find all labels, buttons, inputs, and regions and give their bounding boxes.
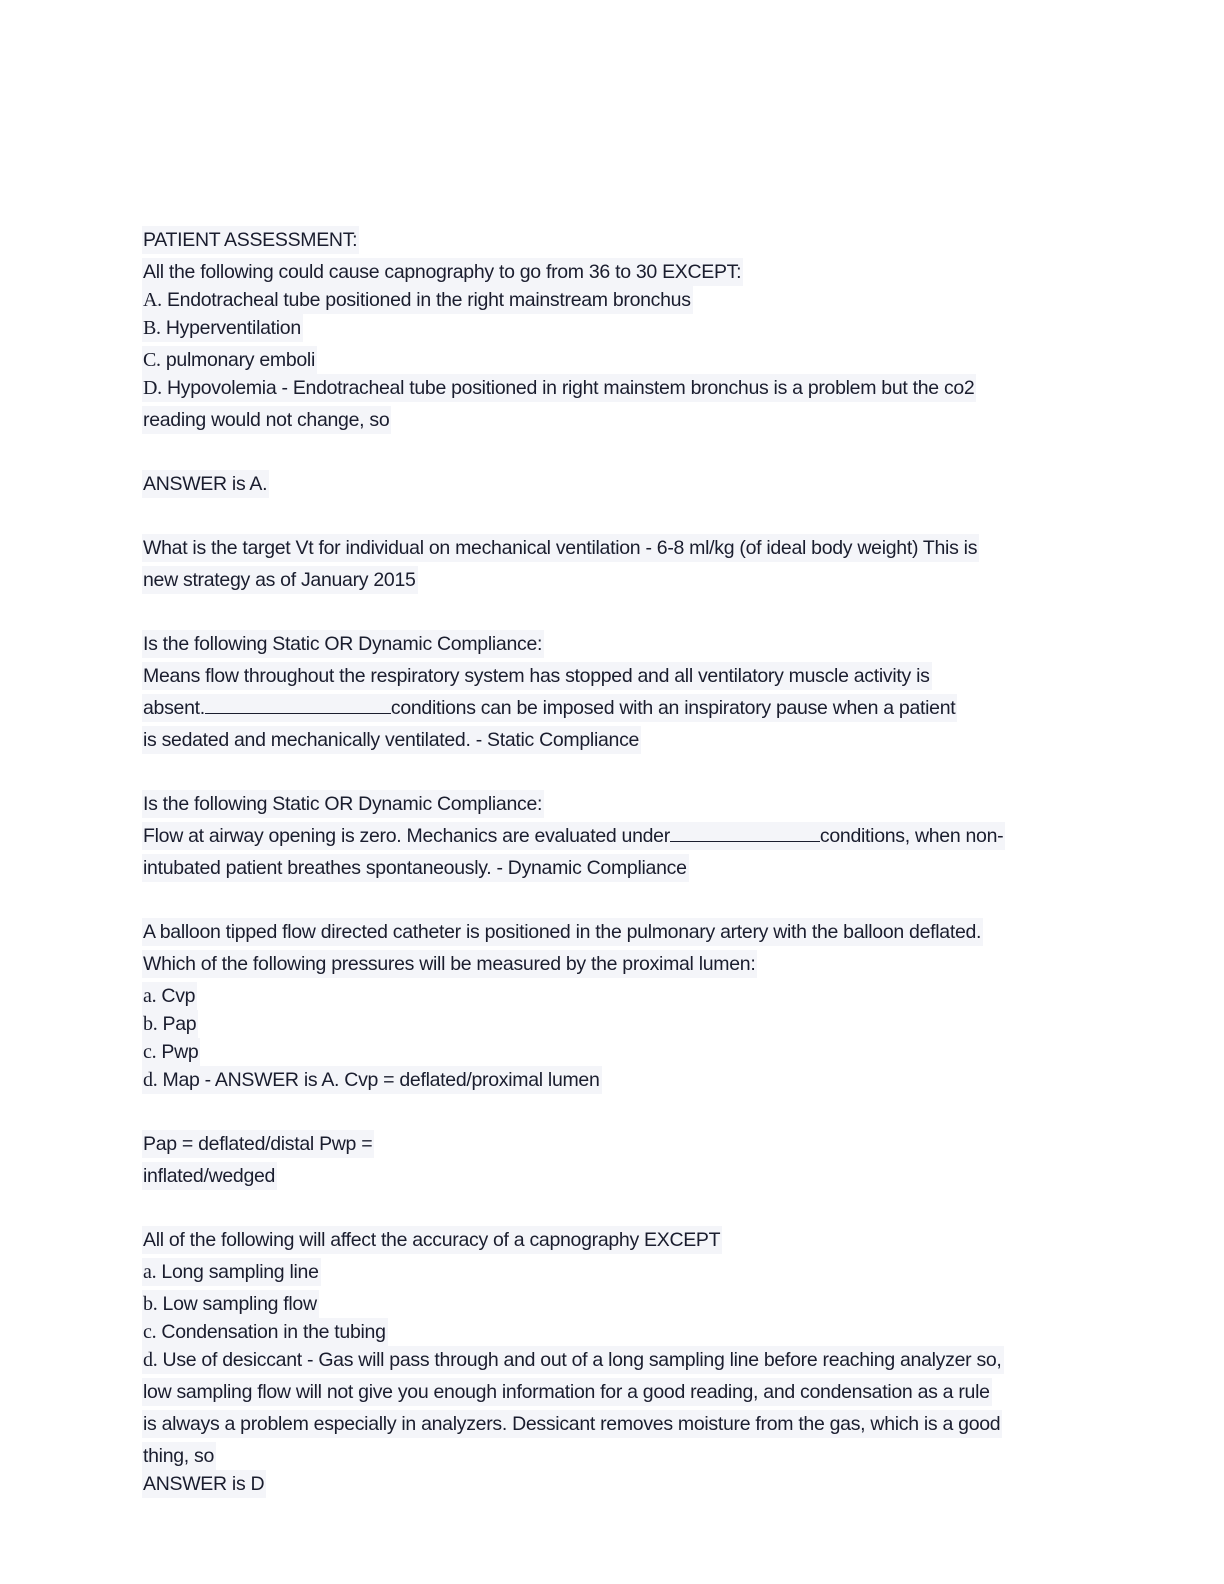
q6-option-a — [142, 1258, 1082, 1290]
q6-continuation-1 — [142, 1378, 1082, 1410]
q3-line2-post: conditions can be imposed with an inspiratory pause when a patient — [390, 697, 956, 719]
heading-row — [142, 226, 1082, 258]
option-letter: c. — [143, 1041, 157, 1063]
section-heading: PATIENT ASSESSMENT: — [142, 226, 359, 254]
q4-prompt: Is the following Static OR Dynamic Compliance: — [142, 790, 544, 818]
option-text: Endotracheal tube positioned in the right mainstream bronchus — [166, 289, 691, 311]
q6-continuation-text: is always a problem especially in analyzers. Dessicant removes moisture from the gas, which is a good — [142, 1410, 1002, 1438]
q2-line2-row — [142, 566, 1082, 594]
q3-line1-row — [142, 662, 1082, 694]
q4-line1-post: conditions, when non- — [819, 825, 1004, 847]
option-text: pulmonary emboli — [165, 349, 315, 371]
option-letter: A. — [143, 289, 162, 311]
option-letter: B. — [143, 317, 161, 339]
q6-continuation-text: low sampling flow will not give you enough information for a good reading, and condensation as a rule — [142, 1378, 992, 1406]
option-text: Hypovolemia - Endotracheal tube positioned in right mainstem bronchus is a problem but the co2 — [166, 377, 975, 399]
q4-line1-pre: Flow at airway opening is zero. Mechanics are evaluated under — [143, 825, 670, 847]
q5-line2-row — [142, 950, 1082, 982]
q5-line1-row — [142, 918, 1082, 950]
option-text: Cvp — [161, 985, 196, 1007]
option-letter: a. — [143, 1261, 157, 1283]
fill-in-blank — [205, 696, 391, 714]
q3-prompt: Is the following Static OR Dynamic Compliance: — [142, 630, 544, 658]
option-letter: d. — [143, 1349, 158, 1371]
q1-continuation-row — [142, 406, 1082, 434]
option-letter: d. — [143, 1069, 158, 1091]
q6-continuation-2 — [142, 1410, 1082, 1442]
q1-question-row — [142, 258, 1082, 286]
option-text: Pwp — [161, 1041, 199, 1063]
option-text: Map - ANSWER is A. Cvp = deflated/proximal lumen — [162, 1069, 600, 1091]
q6-answer: ANSWER is D — [142, 1470, 266, 1498]
q1-option-a — [142, 286, 1082, 314]
q3-line2-row — [142, 694, 1082, 726]
q2-line2: new strategy as of January 2015 — [142, 566, 418, 594]
q5-note1: Pap = deflated/distal Pwp = — [142, 1130, 374, 1158]
option-letter: C. — [143, 349, 161, 371]
q5-option-a — [142, 982, 1082, 1010]
q5-option-c — [142, 1038, 1082, 1066]
q1-option-d — [142, 374, 1082, 406]
q3-line1: Means flow throughout the respiratory system has stopped and all ventilatory muscle activity is — [142, 662, 932, 690]
q6-option-c — [142, 1318, 1082, 1346]
fill-in-blank — [670, 824, 820, 842]
q6-option-b — [142, 1290, 1082, 1318]
q4-prompt-row — [142, 790, 1082, 822]
q5-option-d — [142, 1066, 1082, 1094]
q5-line1: A balloon tipped flow directed catheter is positioned in the pulmonary artery with the balloon deflated. — [142, 918, 983, 946]
q3-line3-row — [142, 726, 1082, 754]
option-letter: a. — [143, 985, 157, 1007]
option-letter: b. — [143, 1013, 158, 1035]
q4-line2-row — [142, 854, 1082, 882]
q3-line3: is sedated and mechanically ventilated. - Static Compliance — [142, 726, 641, 754]
q2-line1: What is the target Vt for individual on mechanical ventilation - 6-8 ml/kg (of ideal body weight) This is — [142, 534, 979, 562]
q1-answer: ANSWER is A. — [142, 470, 269, 498]
q5-note2-row — [142, 1162, 1082, 1190]
q1-continuation: reading would not change, so — [142, 406, 391, 434]
option-text: Long sampling line — [161, 1261, 319, 1283]
q1-answer-row — [142, 470, 1082, 498]
q1-option-b — [142, 314, 1082, 346]
option-text: Low sampling flow — [162, 1293, 317, 1315]
q5-option-b — [142, 1010, 1082, 1038]
q6-option-d — [142, 1346, 1082, 1378]
option-letter: c. — [143, 1321, 157, 1343]
q3-prompt-row — [142, 630, 1082, 662]
q6-question: All of the following will affect the accuracy of a capnography EXCEPT — [142, 1226, 722, 1254]
q6-continuation-3 — [142, 1442, 1082, 1470]
option-letter: b. — [143, 1293, 158, 1315]
q4-line1-row — [142, 822, 1082, 854]
q5-note2: inflated/wedged — [142, 1162, 277, 1190]
document-page — [142, 226, 1082, 1502]
q6-question-row — [142, 1226, 1082, 1258]
option-text: Pap — [162, 1013, 197, 1035]
option-letter: D. — [143, 377, 162, 399]
q2-line1-row — [142, 534, 1082, 566]
q6-continuation-text: thing, so — [142, 1442, 216, 1470]
q3-line2-pre: absent. — [143, 697, 205, 719]
option-text: Use of desiccant - Gas will pass through and out of a long sampling line before reaching analyzer so, — [162, 1349, 1002, 1371]
q6-answer-row — [142, 1470, 1082, 1502]
q5-note1-row — [142, 1130, 1082, 1162]
q1-question: All the following could cause capnography to go from 36 to 30 EXCEPT: — [142, 258, 743, 286]
option-text: Hyperventilation — [165, 317, 301, 339]
q5-line2: Which of the following pressures will be measured by the proximal lumen: — [142, 950, 757, 978]
q1-option-c — [142, 346, 1082, 374]
q4-line2: intubated patient breathes spontaneously. - Dynamic Compliance — [142, 854, 689, 882]
option-text: Condensation in the tubing — [161, 1321, 386, 1343]
